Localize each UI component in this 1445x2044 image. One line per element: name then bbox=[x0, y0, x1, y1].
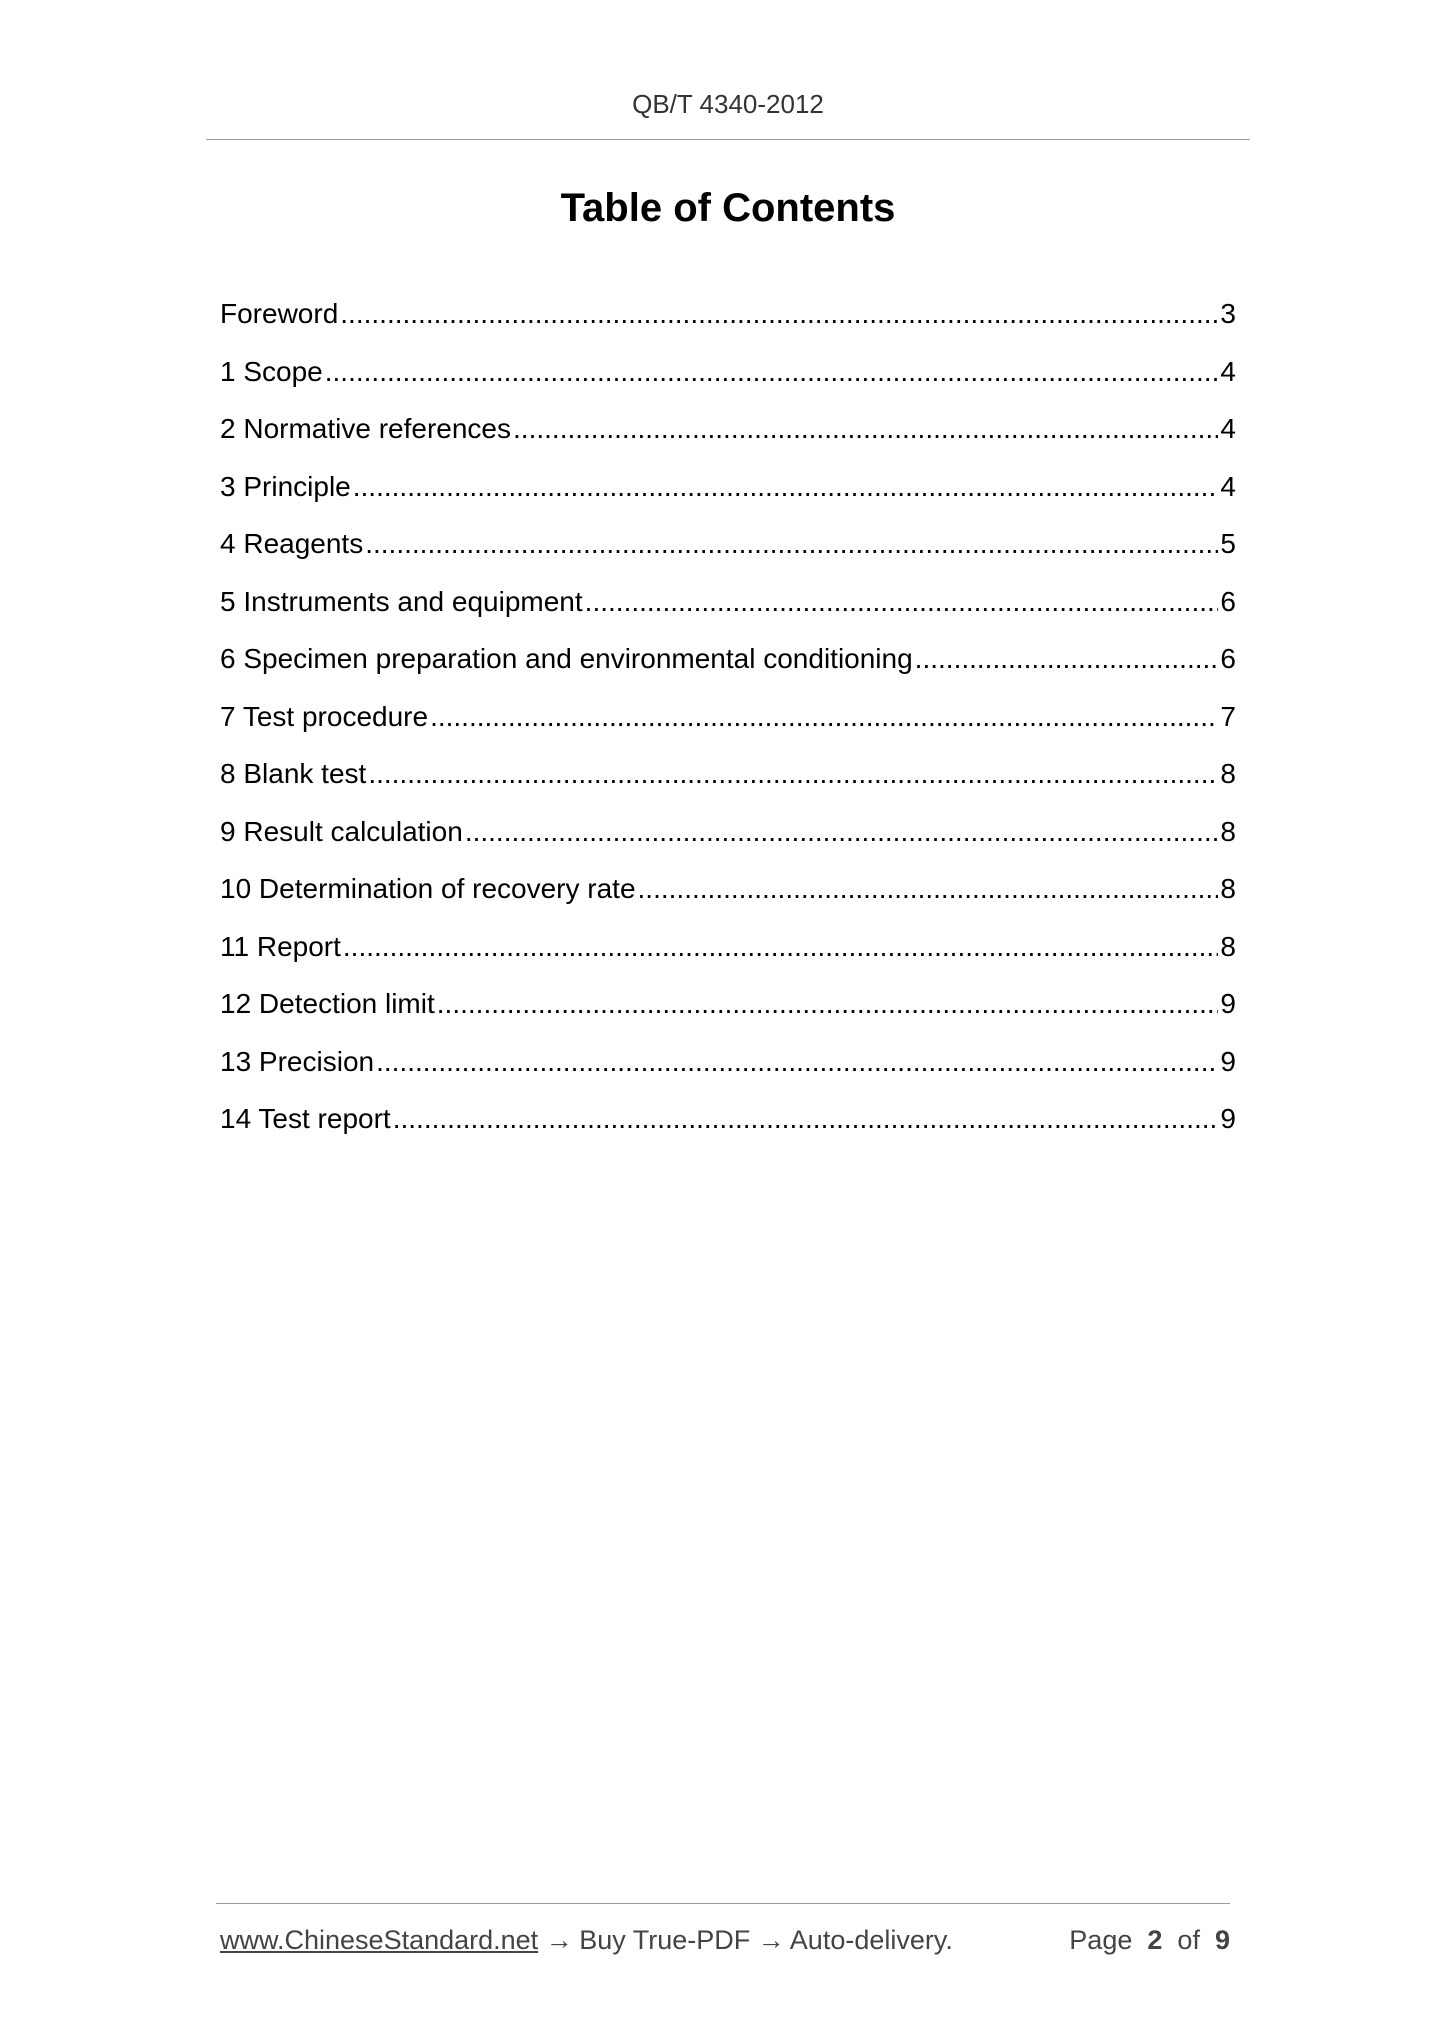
toc-entry-normative-references[interactable] bbox=[220, 409, 1236, 467]
toc-entry-label: 3 Principle bbox=[220, 470, 351, 502]
toc-entry-page: 9 bbox=[1220, 1045, 1236, 1077]
toc-entry-page: 5 bbox=[1220, 528, 1236, 559]
toc-dot-leader bbox=[340, 294, 1218, 334]
toc-entry-page: 4 bbox=[1220, 470, 1236, 502]
toc-dot-leader bbox=[585, 582, 1219, 622]
toc-entry-page: 8 bbox=[1220, 930, 1236, 962]
page-word: Page bbox=[1069, 1925, 1133, 1955]
toc-entry-page: 6 bbox=[1220, 643, 1236, 674]
toc-entry-test-procedure[interactable] bbox=[220, 697, 1236, 755]
page-title: Table of Contents bbox=[560, 186, 896, 230]
chinesestandard-link[interactable]: www.ChineseStandard.net bbox=[220, 1925, 539, 1955]
toc-entry-page: 7 bbox=[1220, 700, 1236, 732]
toc-dot-leader bbox=[437, 984, 1219, 1024]
toc-dot-leader bbox=[368, 754, 1218, 794]
toc-dot-leader bbox=[325, 352, 1219, 392]
toc-entry-page: 6 bbox=[1220, 585, 1236, 617]
toc-dot-leader bbox=[365, 524, 1218, 564]
toc-entry-page: 4 bbox=[1220, 413, 1236, 444]
toc-entry-foreword[interactable] bbox=[220, 294, 1236, 352]
toc-entry-label: 11 Report bbox=[220, 930, 341, 962]
toc-entry-instruments-and-equipment[interactable] bbox=[220, 582, 1236, 640]
toc-entry-label: 2 Normative references bbox=[220, 413, 512, 444]
toc-entry-precision[interactable] bbox=[220, 1042, 1236, 1100]
right-arrow-icon: → bbox=[545, 1925, 573, 1955]
of-word: of bbox=[1177, 1925, 1200, 1955]
footer-divider bbox=[216, 1903, 1230, 1904]
right-arrow-icon: → bbox=[757, 1925, 785, 1955]
toc-entry-result-calculation[interactable] bbox=[220, 812, 1236, 870]
toc-dot-leader bbox=[430, 697, 1218, 737]
toc-entry-page: 4 bbox=[1220, 355, 1236, 387]
auto-delivery-text: Auto-delivery. bbox=[789, 1925, 953, 1955]
toc-dot-leader bbox=[638, 869, 1219, 909]
toc-entry-label: 1 Scope bbox=[220, 355, 323, 387]
footer-promo bbox=[220, 1920, 953, 1960]
toc-entry-recovery-rate[interactable] bbox=[220, 869, 1236, 927]
page-footer bbox=[220, 1920, 1230, 1960]
toc-entry-label: 8 Blank test bbox=[220, 758, 367, 789]
toc-dot-leader bbox=[513, 409, 1218, 449]
toc-entry-detection-limit[interactable] bbox=[220, 984, 1236, 1042]
toc-entry-blank-test[interactable] bbox=[220, 754, 1236, 812]
toc-entry-scope[interactable] bbox=[220, 352, 1236, 410]
current-page-number: 2 bbox=[1147, 1925, 1163, 1955]
toc-entry-test-report[interactable] bbox=[220, 1099, 1236, 1157]
toc-dot-leader bbox=[393, 1099, 1219, 1139]
toc-entry-report[interactable] bbox=[220, 927, 1236, 985]
total-pages-number: 9 bbox=[1214, 1925, 1230, 1955]
toc-entry-label: 5 Instruments and equipment bbox=[220, 585, 583, 617]
toc-entry-label: 13 Precision bbox=[220, 1045, 375, 1077]
toc-dot-leader bbox=[915, 639, 1219, 679]
toc-entry-page: 9 bbox=[1220, 988, 1236, 1019]
toc-entry-principle[interactable] bbox=[220, 467, 1236, 525]
toc-entry-label: Foreword bbox=[220, 298, 339, 329]
toc-dot-leader bbox=[353, 467, 1219, 507]
document-code-header: QB/T 4340-2012 bbox=[632, 89, 824, 119]
toc-entry-label: 12 Detection limit bbox=[220, 988, 435, 1019]
toc-entry-label: 6 Specimen preparation and environmental conditioning bbox=[220, 643, 913, 674]
toc-entry-label: 14 Test report bbox=[220, 1103, 391, 1134]
toc-dot-leader bbox=[343, 927, 1219, 967]
buy-true-pdf-text: Buy True-PDF bbox=[579, 1925, 751, 1955]
toc-entry-page: 3 bbox=[1220, 298, 1236, 329]
toc-entry-page: 9 bbox=[1220, 1103, 1236, 1134]
toc-entry-label: 10 Determination of recovery rate bbox=[220, 873, 636, 904]
toc-list bbox=[220, 294, 1236, 1157]
toc-dot-leader bbox=[465, 812, 1219, 852]
toc-entry-reagents[interactable] bbox=[220, 524, 1236, 582]
toc-entry-page: 8 bbox=[1220, 873, 1236, 904]
toc-entry-page: 8 bbox=[1220, 758, 1236, 789]
toc-entry-label: 4 Reagents bbox=[220, 528, 364, 559]
header-divider bbox=[206, 139, 1250, 140]
toc-entry-label: 9 Result calculation bbox=[220, 815, 463, 847]
page-number-indicator bbox=[1069, 1920, 1230, 1960]
toc-dot-leader bbox=[376, 1042, 1218, 1082]
toc-entry-page: 8 bbox=[1220, 815, 1236, 847]
toc-entry-specimen-preparation[interactable] bbox=[220, 639, 1236, 697]
toc-entry-label: 7 Test procedure bbox=[220, 700, 429, 732]
